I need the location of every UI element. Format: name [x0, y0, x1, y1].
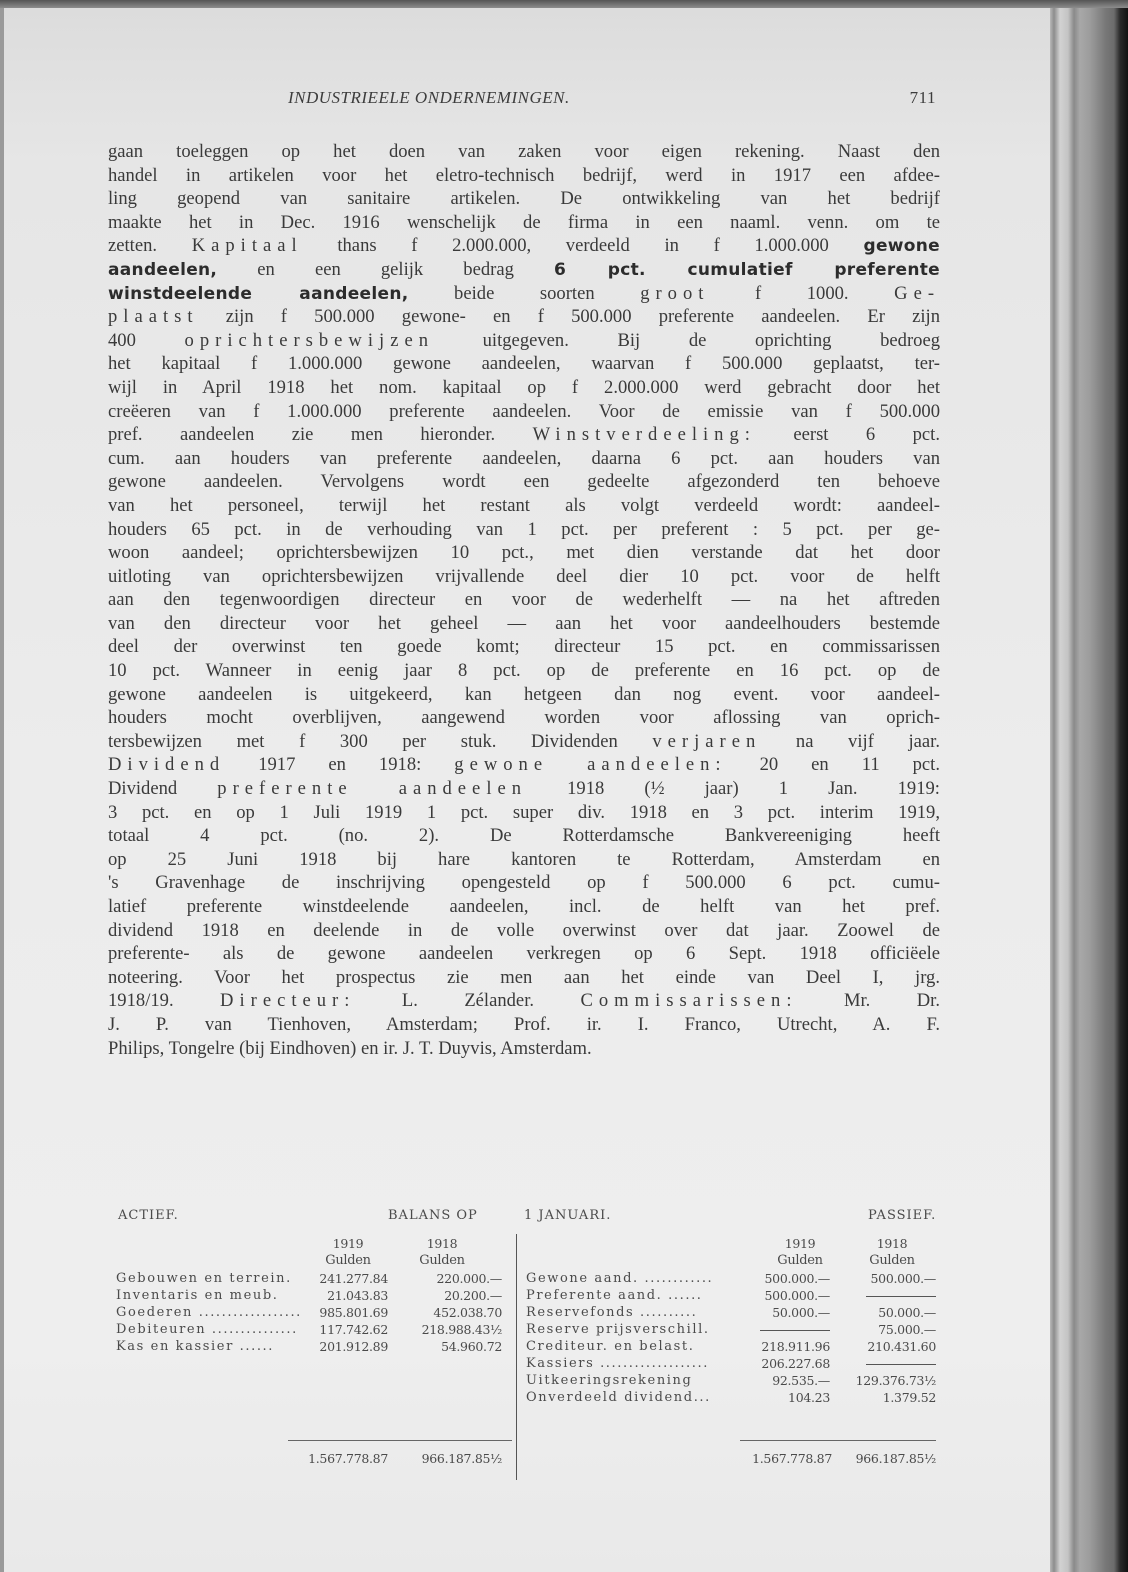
text-run: J. P. van Tienhoven, Amsterdam; Prof. ir. I. Franco, Utrecht, A. F.: [108, 1013, 940, 1035]
text-run: gewone aandeelen is uitgekeerd, kan hetgeen dan nog event. voor aandeel-: [108, 683, 940, 705]
bold-phrase: aandeelen,: [108, 259, 218, 280]
spaced-keyword: Ge-: [894, 282, 941, 304]
text-line: [108, 683, 940, 707]
row-label: Reserve prijsverschill.: [526, 1322, 710, 1337]
text-run: zetten.: [108, 235, 192, 257]
text-run: noteering. Voor het prospectus zie men aan het einde van Deel I, jrg.: [108, 966, 940, 988]
spaced-keyword: Commissarissen:: [580, 990, 798, 1012]
row-label: Reservefonds ..........: [526, 1305, 698, 1320]
value-1919: 500.000.—: [764, 1288, 830, 1303]
spaced-keyword: Winstverdeeling:: [532, 424, 756, 446]
balance-title-right: 1 JANUARI.: [524, 1208, 612, 1223]
running-head: [108, 88, 936, 112]
text-run: 1918 (½ jaar) 1 Jan. 1919:: [527, 778, 940, 800]
actief-currency-1918: Gulden: [419, 1253, 465, 1268]
row-label: Gebouwen en terrein.: [116, 1271, 292, 1286]
actief-total-1919: 1.567.778.87: [308, 1451, 388, 1466]
balance-sheet: [112, 1208, 944, 1478]
actief-currency-1919: Gulden: [325, 1253, 371, 1268]
text-line: [108, 730, 940, 754]
actief-total-rule: [288, 1440, 512, 1441]
row-label: Goederen ..................: [116, 1305, 302, 1320]
row-label: Kas en kassier ......: [116, 1339, 275, 1354]
text-line: [108, 400, 940, 424]
text-line: [108, 871, 940, 895]
text-line: [108, 164, 940, 188]
text-run: woon aandeel; oprichtersbewijzen 10 pct., met dien verstande dat het door: [108, 542, 940, 564]
text-run: 10 pct. Wanneer in eenig jaar 8 pct. op de preferente en 16 pct. op de: [108, 660, 940, 682]
text-line: [108, 258, 940, 282]
text-line: [108, 447, 940, 471]
row-label: Gewone aand. ............: [526, 1271, 714, 1286]
text-line: [108, 518, 940, 542]
text-run: op 25 Juni 1918 bij hare kantoren te Rotterdam, Amsterdam en: [108, 848, 940, 870]
value-1918: 210.431.60: [867, 1339, 936, 1354]
text-run: houders 65 pct. in de verhouding van 1 pct. per preferent : 5 pct. per ge-: [108, 518, 940, 540]
text-run: houders mocht overblijven, aangewend worden voor aflossing van oprich-: [108, 707, 940, 729]
text-run: 400: [108, 329, 185, 351]
balance-title-left: BALANS OP: [388, 1208, 478, 1223]
spaced-keyword: oprichtersbewijzen: [184, 329, 434, 351]
empty-cell-rule: [866, 1364, 936, 1365]
actief-heading: ACTIEF.: [118, 1208, 179, 1223]
text-run: zijn f 500.000 gewone- en f 500.000 preferente aandeelen. Er zijn: [198, 306, 940, 328]
text-line: [108, 470, 940, 494]
spaced-keyword: groot: [640, 282, 710, 304]
text-run: wijl in April 1918 het nom. kapitaal op f 2.000.000 werd gebracht door het: [108, 376, 940, 398]
text-run: uitgegeven. Bij de oprichting bedroeg: [434, 329, 940, 351]
text-run: van den directeur voor het geheel — aan het voor aandeelhouders bestemde: [108, 612, 940, 634]
value-1918: 500.000.—: [870, 1271, 936, 1286]
passief-heading: PASSIEF.: [868, 1208, 937, 1223]
spaced-keyword: plaatst: [108, 306, 199, 328]
text-line: [108, 824, 940, 848]
text-line: [108, 848, 940, 872]
row-label: Debiteuren ...............: [116, 1322, 298, 1337]
text-line: [108, 234, 940, 258]
text-run: creëeren van f 1.000.000 preferente aandeelen. Voor de emissie van f 500.000: [108, 400, 940, 422]
row-label: Uitkeeringsrekening: [526, 1373, 693, 1388]
value-1918: 20.200.—: [444, 1288, 502, 1303]
text-run: beide soorten: [408, 282, 641, 304]
value-1919: 985.801.69: [319, 1305, 388, 1320]
text-line: [108, 706, 940, 730]
value-1918: 75.000.—: [878, 1322, 936, 1337]
empty-cell-rule: [866, 1296, 936, 1297]
text-run: pref. aandeelen zie men hieronder.: [108, 424, 533, 446]
text-run: totaal 4 pct. (no. 2). De Rotterdamsche Bankvereeniging heeft: [108, 825, 940, 847]
actief-total-1918: 966.187.85½: [421, 1451, 502, 1466]
text-line: [108, 282, 940, 306]
row-label: Inventaris en meub.: [116, 1288, 279, 1303]
bold-phrase: 6 pct. cumulatief preferente: [553, 259, 941, 280]
text-run: van het personeel, terwijl het restant als volgt verdeeld wordt: aandeel-: [108, 494, 940, 516]
passief-total-rule: [740, 1440, 936, 1441]
text-line: [108, 494, 940, 518]
spaced-keyword: Dividend: [108, 754, 226, 776]
text-run: thans f 2.000.000, verdeeld in f 1.000.000: [302, 235, 864, 257]
text-run: na vijf jaar.: [761, 730, 940, 752]
text-line: [108, 753, 940, 777]
text-run: het kapitaal f 1.000.000 gewone aandeelen, waarvan f 500.000 geplaatst, ter-: [108, 353, 940, 375]
passief-total-1918: 966.187.85½: [855, 1451, 936, 1466]
bold-phrase: winstdeelende aandeelen,: [108, 283, 409, 304]
text-run: latief preferente winstdeelende aandeelen, incl. de helft van het pref.: [108, 896, 940, 917]
text-run: dividend 1918 en deelende in de volle overwinst over dat jaar. Zoowel de: [108, 919, 940, 941]
text-run: L. Zélander.: [355, 990, 581, 1012]
empty-cell-rule: [760, 1330, 830, 1331]
text-run: uitloting van oprichtersbewijzen vrijvallende deel dier 10 pct. voor de helft: [108, 565, 940, 587]
value-1918: 220.000.—: [436, 1271, 502, 1286]
text-run: handel in artikelen voor het eletro-technisch bedrijf, werd in 1917 een afdee-: [108, 164, 940, 186]
value-1919: 50.000.—: [772, 1305, 830, 1320]
spaced-keyword: Directeur:: [220, 990, 356, 1012]
body-text: [108, 140, 940, 1060]
text-line: [108, 140, 940, 164]
text-run: eerst 6 pct.: [755, 424, 940, 446]
text-run: maakte het in Dec. 1916 wenschelijk de firma in een naaml. venn. om te: [108, 211, 940, 233]
value-1919: 21.043.83: [327, 1288, 388, 1303]
text-run: preferente- als de gewone aandeelen verkregen op 6 Sept. 1918 officiëele: [108, 943, 940, 965]
text-run: Mr. Dr.: [797, 990, 940, 1012]
bold-phrase: gewone: [863, 236, 940, 257]
value-1919: 201.912.89: [319, 1339, 388, 1354]
passief-total-1919: 1.567.778.87: [752, 1451, 832, 1466]
passief-year-1919: 1919: [784, 1236, 816, 1251]
text-line: [108, 635, 940, 659]
row-label: Kassiers ...................: [526, 1356, 709, 1371]
row-label: Preferente aand. ......: [526, 1288, 703, 1303]
text-run: cum. aan houders van preferente aandeelen, daarna 6 pct. aan houders van: [108, 447, 940, 469]
value-1919: 500.000.—: [764, 1271, 830, 1286]
value-1919: 104.23: [788, 1390, 830, 1405]
text-run: gewone aandeelen. Vervolgens wordt een gedeelte afgezonderd ten behoeve: [108, 471, 940, 493]
text-run: 1917 en 1918:: [225, 754, 455, 776]
text-run: Dividend: [108, 778, 218, 800]
value-1919: 218.911.96: [761, 1339, 830, 1354]
text-run: aan den tegenwoordigen directeur en voor de wederhelft — na het aftreden: [108, 589, 940, 611]
value-1918: [836, 1288, 936, 1303]
text-line: [108, 1013, 940, 1037]
text-line: [108, 305, 940, 329]
text-line: [108, 966, 940, 990]
spaced-keyword: preferente aandeelen: [217, 778, 528, 800]
text-line: [108, 659, 940, 683]
value-1918: 218.988.43½: [421, 1322, 502, 1337]
page-number: 711: [909, 88, 936, 107]
text-line: [108, 423, 940, 447]
text-line: [108, 919, 940, 943]
spaced-keyword: gewone aandeelen:: [454, 754, 727, 776]
value-1918: [836, 1356, 936, 1371]
spaced-keyword: Kapitaal: [191, 235, 303, 257]
row-label: Crediteur. en belast.: [526, 1339, 695, 1354]
value-1919: 206.227.68: [761, 1356, 830, 1371]
text-run: 3 pct. en op 1 Juli 1919 1 pct. super div. 1918 en 3 pct. interim 1919,: [108, 801, 940, 823]
text-line: [108, 1037, 940, 1061]
value-1918: 452.038.70: [433, 1305, 502, 1320]
text-line: [108, 801, 940, 825]
text-run: 1918/19.: [108, 990, 221, 1012]
actief-year-1919: 1919: [332, 1236, 364, 1251]
text-line: [108, 777, 940, 801]
text-line: [108, 588, 940, 612]
text-line: [108, 376, 940, 400]
text-run: deel der overwinst ten goede komt; directeur 15 pct. en commissarissen: [108, 636, 940, 658]
text-line: [108, 989, 940, 1013]
text-line: [108, 211, 940, 235]
book-binding-edge: [1050, 8, 1128, 1572]
text-line: [108, 329, 940, 353]
text-line: [108, 352, 940, 376]
text-line: [108, 942, 940, 966]
value-1919: [746, 1322, 830, 1337]
value-1918: 1.379.52: [882, 1390, 936, 1405]
running-title: INDUSTRIEELE ONDERNEMINGEN.: [288, 88, 570, 107]
value-1918: 50.000.—: [878, 1305, 936, 1320]
text-line: [108, 612, 940, 636]
text-run: 20 en 11 pct.: [726, 754, 940, 776]
row-label: Onverdeeld dividend...: [526, 1390, 711, 1405]
value-1918: 54.960.72: [441, 1339, 502, 1354]
column-divider: [516, 1234, 517, 1480]
passief-currency-1919: Gulden: [777, 1253, 823, 1268]
text-run: gaan toeleggen op het doen van zaken voor eigen rekening. Naast den: [108, 141, 940, 162]
text-run: Philips, Tongelre (bij Eindhoven) en ir. J. T. Duyvis, Amsterdam.: [108, 1037, 592, 1059]
text-run: en een gelijk bedrag: [217, 258, 554, 280]
value-1918: 129.376.73½: [855, 1373, 936, 1388]
text-run: ling geopend van sanitaire artikelen. De ontwikkeling van het bedrijf: [108, 188, 940, 210]
text-run: tersbewijzen met f 300 per stuk. Dividenden: [108, 730, 653, 752]
value-1919: 241.277.84: [319, 1271, 388, 1286]
text-line: [108, 565, 940, 589]
text-line: [108, 187, 940, 211]
text-run: 's Gravenhage de inschrijving opengesteld op f 500.000 6 pct. cumu-: [108, 872, 940, 894]
spaced-keyword: verjaren: [652, 730, 762, 752]
passief-currency-1918: Gulden: [869, 1253, 915, 1268]
value-1919: 92.535.—: [772, 1373, 830, 1388]
text-line: [108, 895, 940, 919]
passief-year-1918: 1918: [876, 1236, 908, 1251]
value-1919: 117.742.62: [319, 1322, 388, 1337]
text-line: [108, 541, 940, 565]
text-run: f 1000.: [709, 282, 895, 304]
actief-year-1918: 1918: [426, 1236, 458, 1251]
